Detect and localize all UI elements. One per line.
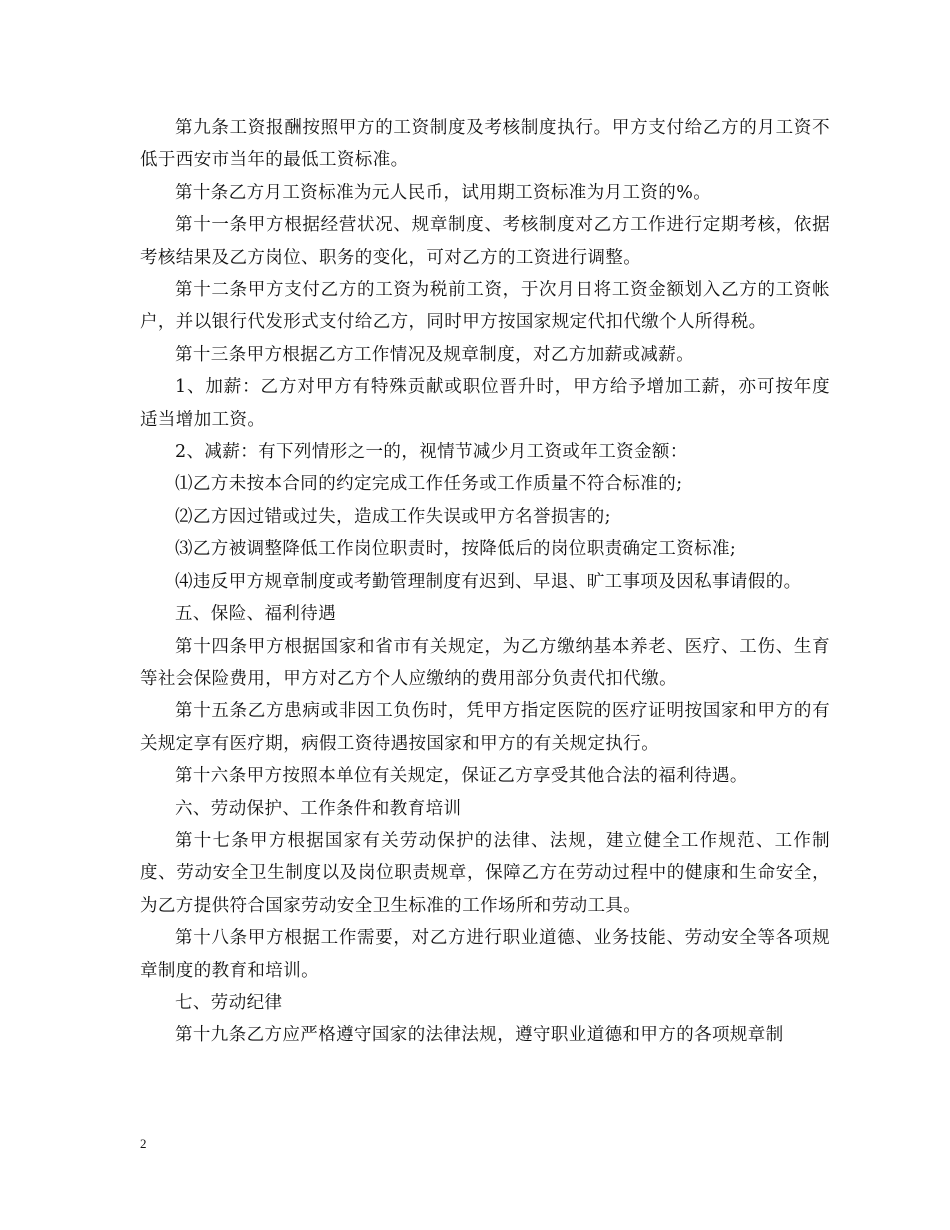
decrease-condition-2: ⑵乙方因过错或过失，造成工作失误或甲方名誉损害的; bbox=[175, 506, 611, 527]
decrease-condition-4: ⑷违反甲方规章制度或考勤管理制度有迟到、早退、旷工事项及因私事请假的。 bbox=[175, 571, 802, 592]
decrease-condition-3: ⑶乙方被调整降低工作岗位职责时，按降低后的岗位职责确定工资标准; bbox=[175, 539, 737, 560]
article-10-paragraph: 第十条乙方月工资标准为元人民币，试用期工资标准为月工资的%。 bbox=[175, 182, 712, 203]
article-19-paragraph: 第十九条乙方应严格遵守国家的法律法规，遵守职业道德和甲方的各项规章制 bbox=[175, 1025, 784, 1046]
page-number: 2 bbox=[140, 1136, 147, 1151]
section-6-heading: 六、劳动保护、工作条件和教育培训 bbox=[175, 798, 462, 819]
document-body bbox=[140, 112, 830, 1052]
salary-increase-paragraph: 1、加薪：乙方对甲方有特殊贡献或职位晋升时，甲方给予增加工薪，亦可按年度适当增加工资。 bbox=[140, 377, 830, 430]
article-15-paragraph: 第十五条乙方患病或非因工负伤时，凭甲方指定医院的医疗证明按国家和甲方的有关规定享有医疗期，病假工资待遇按国家和甲方的有关规定执行。 bbox=[140, 701, 830, 754]
section-5-heading: 五、保险、福利待遇 bbox=[175, 604, 337, 625]
article-13-paragraph: 第十三条甲方根据乙方工作情况及规章制度，对乙方加薪或减薪。 bbox=[175, 344, 695, 365]
article-9-paragraph: 第九条工资报酬按照甲方的工资制度及考核制度执行。甲方支付给乙方的月工资不低于西安市当年的最低工资标准。 bbox=[140, 118, 830, 171]
article-12-paragraph: 第十二条甲方支付乙方的工资为税前工资，于次月日将工资金额划入乙方的工资帐户，并以银行代发形式支付给乙方，同时甲方按国家规定代扣代缴个人所得税。 bbox=[140, 280, 830, 333]
article-11-paragraph: 第十一条甲方根据经营状况、规章制度、考核制度对乙方工作进行定期考核，依据考核结果及乙方岗位、职务的变化，可对乙方的工资进行调整。 bbox=[140, 215, 830, 268]
salary-decrease-paragraph: 2、减薪：有下列情形之一的，视情节减少月工资或年工资金额： bbox=[175, 442, 688, 463]
decrease-condition-1: ⑴乙方未按本合同的约定完成工作任务或工作质量不符合标准的; bbox=[175, 474, 683, 495]
article-14-paragraph: 第十四条甲方根据国家和省市有关规定，为乙方缴纳基本养老、医疗、工伤、生育等社会保险费用，甲方对乙方个人应缴纳的费用部分负责代扣代缴。 bbox=[140, 636, 830, 689]
article-18-paragraph: 第十八条甲方根据工作需要，对乙方进行职业道德、业务技能、劳动安全等各项规章制度的教育和培训。 bbox=[140, 928, 830, 981]
section-7-heading: 七、劳动纪律 bbox=[175, 992, 283, 1013]
article-16-paragraph: 第十六条甲方按照本单位有关规定，保证乙方享受其他合法的福利待遇。 bbox=[175, 766, 748, 787]
article-17-paragraph: 第十七条甲方根据国家有关劳动保护的法律、法规，建立健全工作规范、工作制度、劳动安全卫生制度以及岗位职责规章，保障乙方在劳动过程中的健康和生命安全，为乙方提供符合国家劳动安全卫生标准的工作场所和劳动工具。 bbox=[140, 830, 830, 916]
